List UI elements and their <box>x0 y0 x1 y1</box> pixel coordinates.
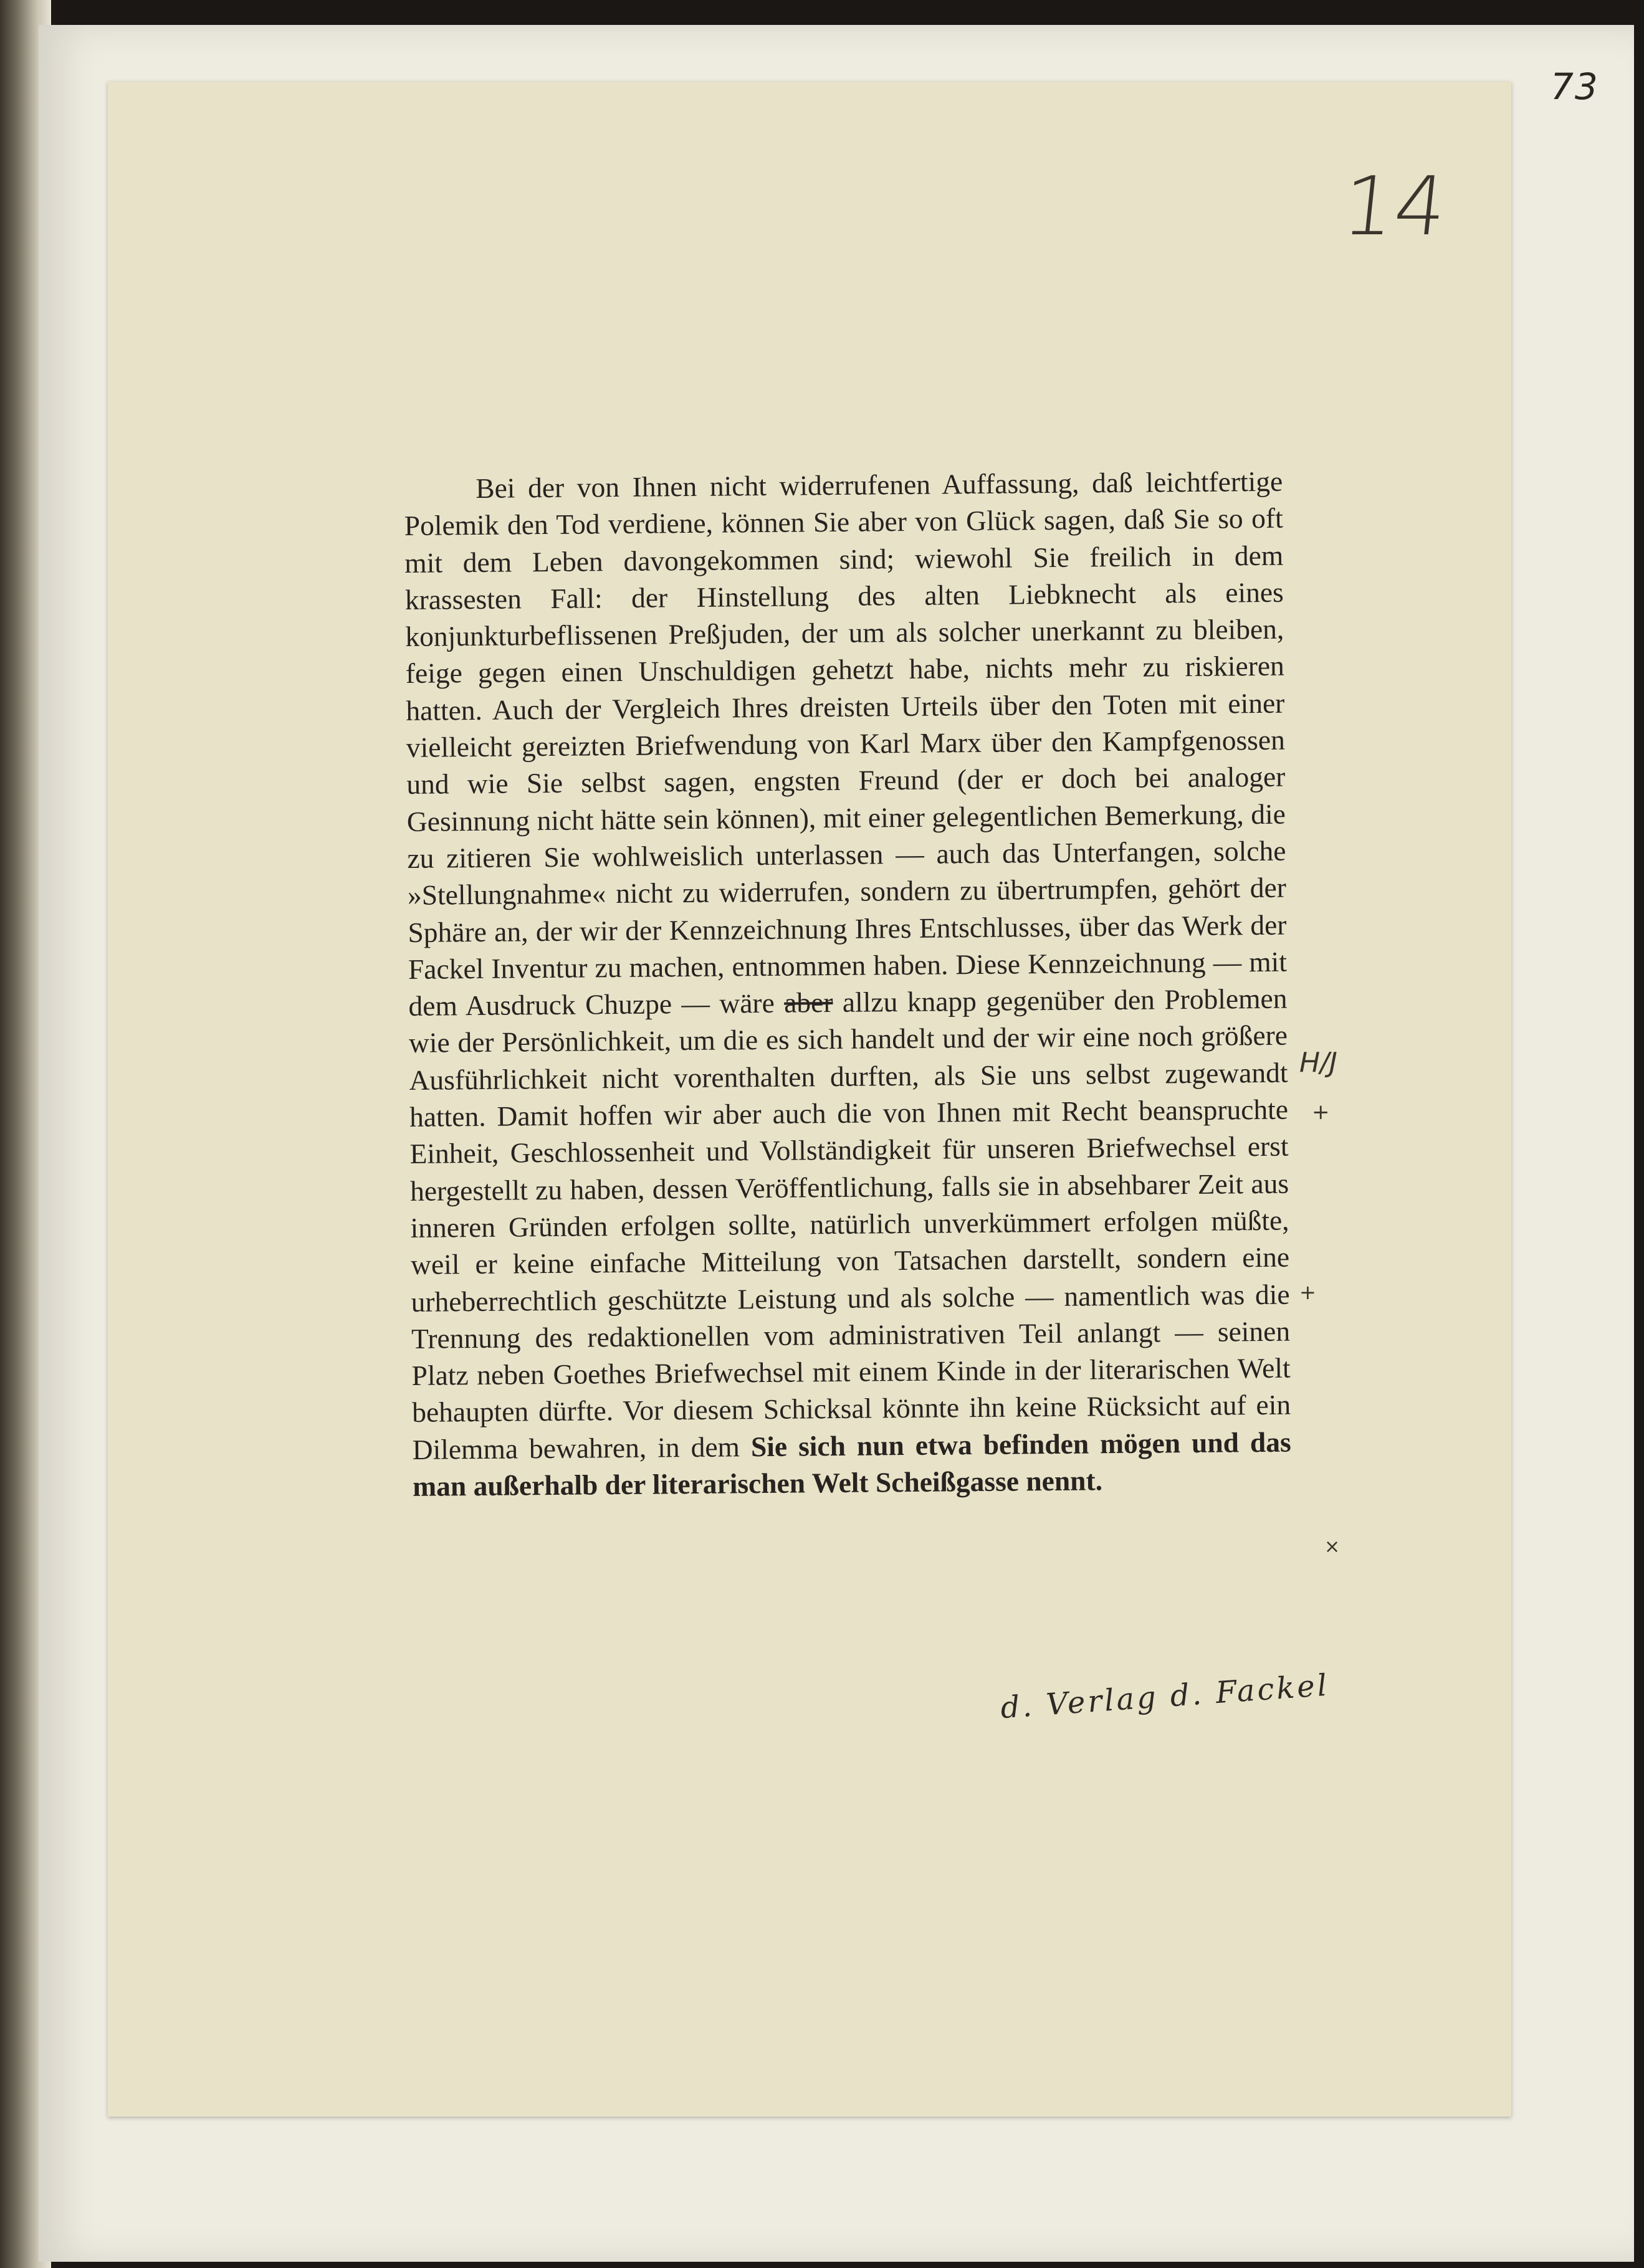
struck-word: aber <box>783 986 833 1019</box>
body-text-bold-ending: Sie sich nun etwa befinden mögen und das man außerhalb der literarischen Welt Scheißgasse nennt. <box>413 1426 1291 1502</box>
body-text-part-2: allzu knapp gegenüber den Problemen wie der Persönlichkeit, um die es sich handelt und der wir eine noch größere Ausführlichkeit nicht vorenthalten durften, als Sie uns selbst zugewandt hatten. Damit hoffen wir aber auch die von Ihnen mit Recht beanspruchte Einheit, Geschlossenheit und Vollständigkeit für unseren Briefwechsel erst hergestellt zu haben, dessen Veröffentlichung, falls sie in absehbarer Zeit aus inneren Gründen erfolgen sollte, natürlich unverkümmert erfolgen müßte, weil er keine einfache Mitteilung von Tatsachen darstellt, sondern eine urheberrechtlich geschützte Leistung und als solche — namentlich was die Trennung des redaktionellen vom administrativen Teil anlangt — seinen Platz neben Goethes Briefwechsel mit einem Kinde in der literarischen Welt behaupten dürfte. Vor diesem Schicksal könnte ihn keine Rücksicht auf ein Dilemma bewahren, in dem <box>408 982 1291 1465</box>
body-text-part-1: Bei der von Ihnen nicht widerrufenen Auffassung, daß leichtfertige Polemik den Tod verdiene, können Sie aber von Glück sagen, daß Sie so oft mit dem Leben davongekommen sind; wiewohl Sie freilich in dem krassesten Fall: der Hinstellung des alten Liebknecht als eines konjunkturbeflissenen Preßjuden, der um als solcher unerkannt zu bleiben, feige gegen einen Unschuldigen gehetzt habe, nichts mehr zu riskieren hatten. Auch der Vergleich Ihres dreisten Urteils über den Toten mit einer vielleicht gereizten Briefwendung von Karl Marx über den Kampfgenossen und wie Sie selbst sagen, engsten Freund (der er doch bei analoger Gesinnung nicht hätte sein können), mit einer gelegentlichen Bemerkung, die zu zitieren Sie wohlweislich unterlassen — auch das Unterfangen, solche »Stellungnahme« nicht zu widerrufen, sondern zu übertrumpfen, gehört der Sphäre an, der wir der Kennzeichnung Ihres Entschlusses, über das Werk der Fackel Inventur zu machen, entnommen haben. Diese Kennzeichnung — mit dem Ausdruck Chuzpe — wäre <box>404 465 1288 1022</box>
margin-mark-1: + <box>1312 1100 1330 1125</box>
letter-body <box>404 463 1291 1505</box>
margin-mark-3: × <box>1324 1536 1341 1558</box>
body-paragraph <box>404 463 1291 1505</box>
album-binding <box>0 0 39 2268</box>
sheet-number: 14 <box>1338 159 1451 254</box>
margin-mark-2: + <box>1299 1280 1316 1304</box>
folio-number: 73 <box>1551 65 1599 108</box>
margin-annotation-correction: H/J <box>1299 1047 1337 1079</box>
handwritten-signature: d. Verlag d. Fackel <box>999 1667 1331 1726</box>
